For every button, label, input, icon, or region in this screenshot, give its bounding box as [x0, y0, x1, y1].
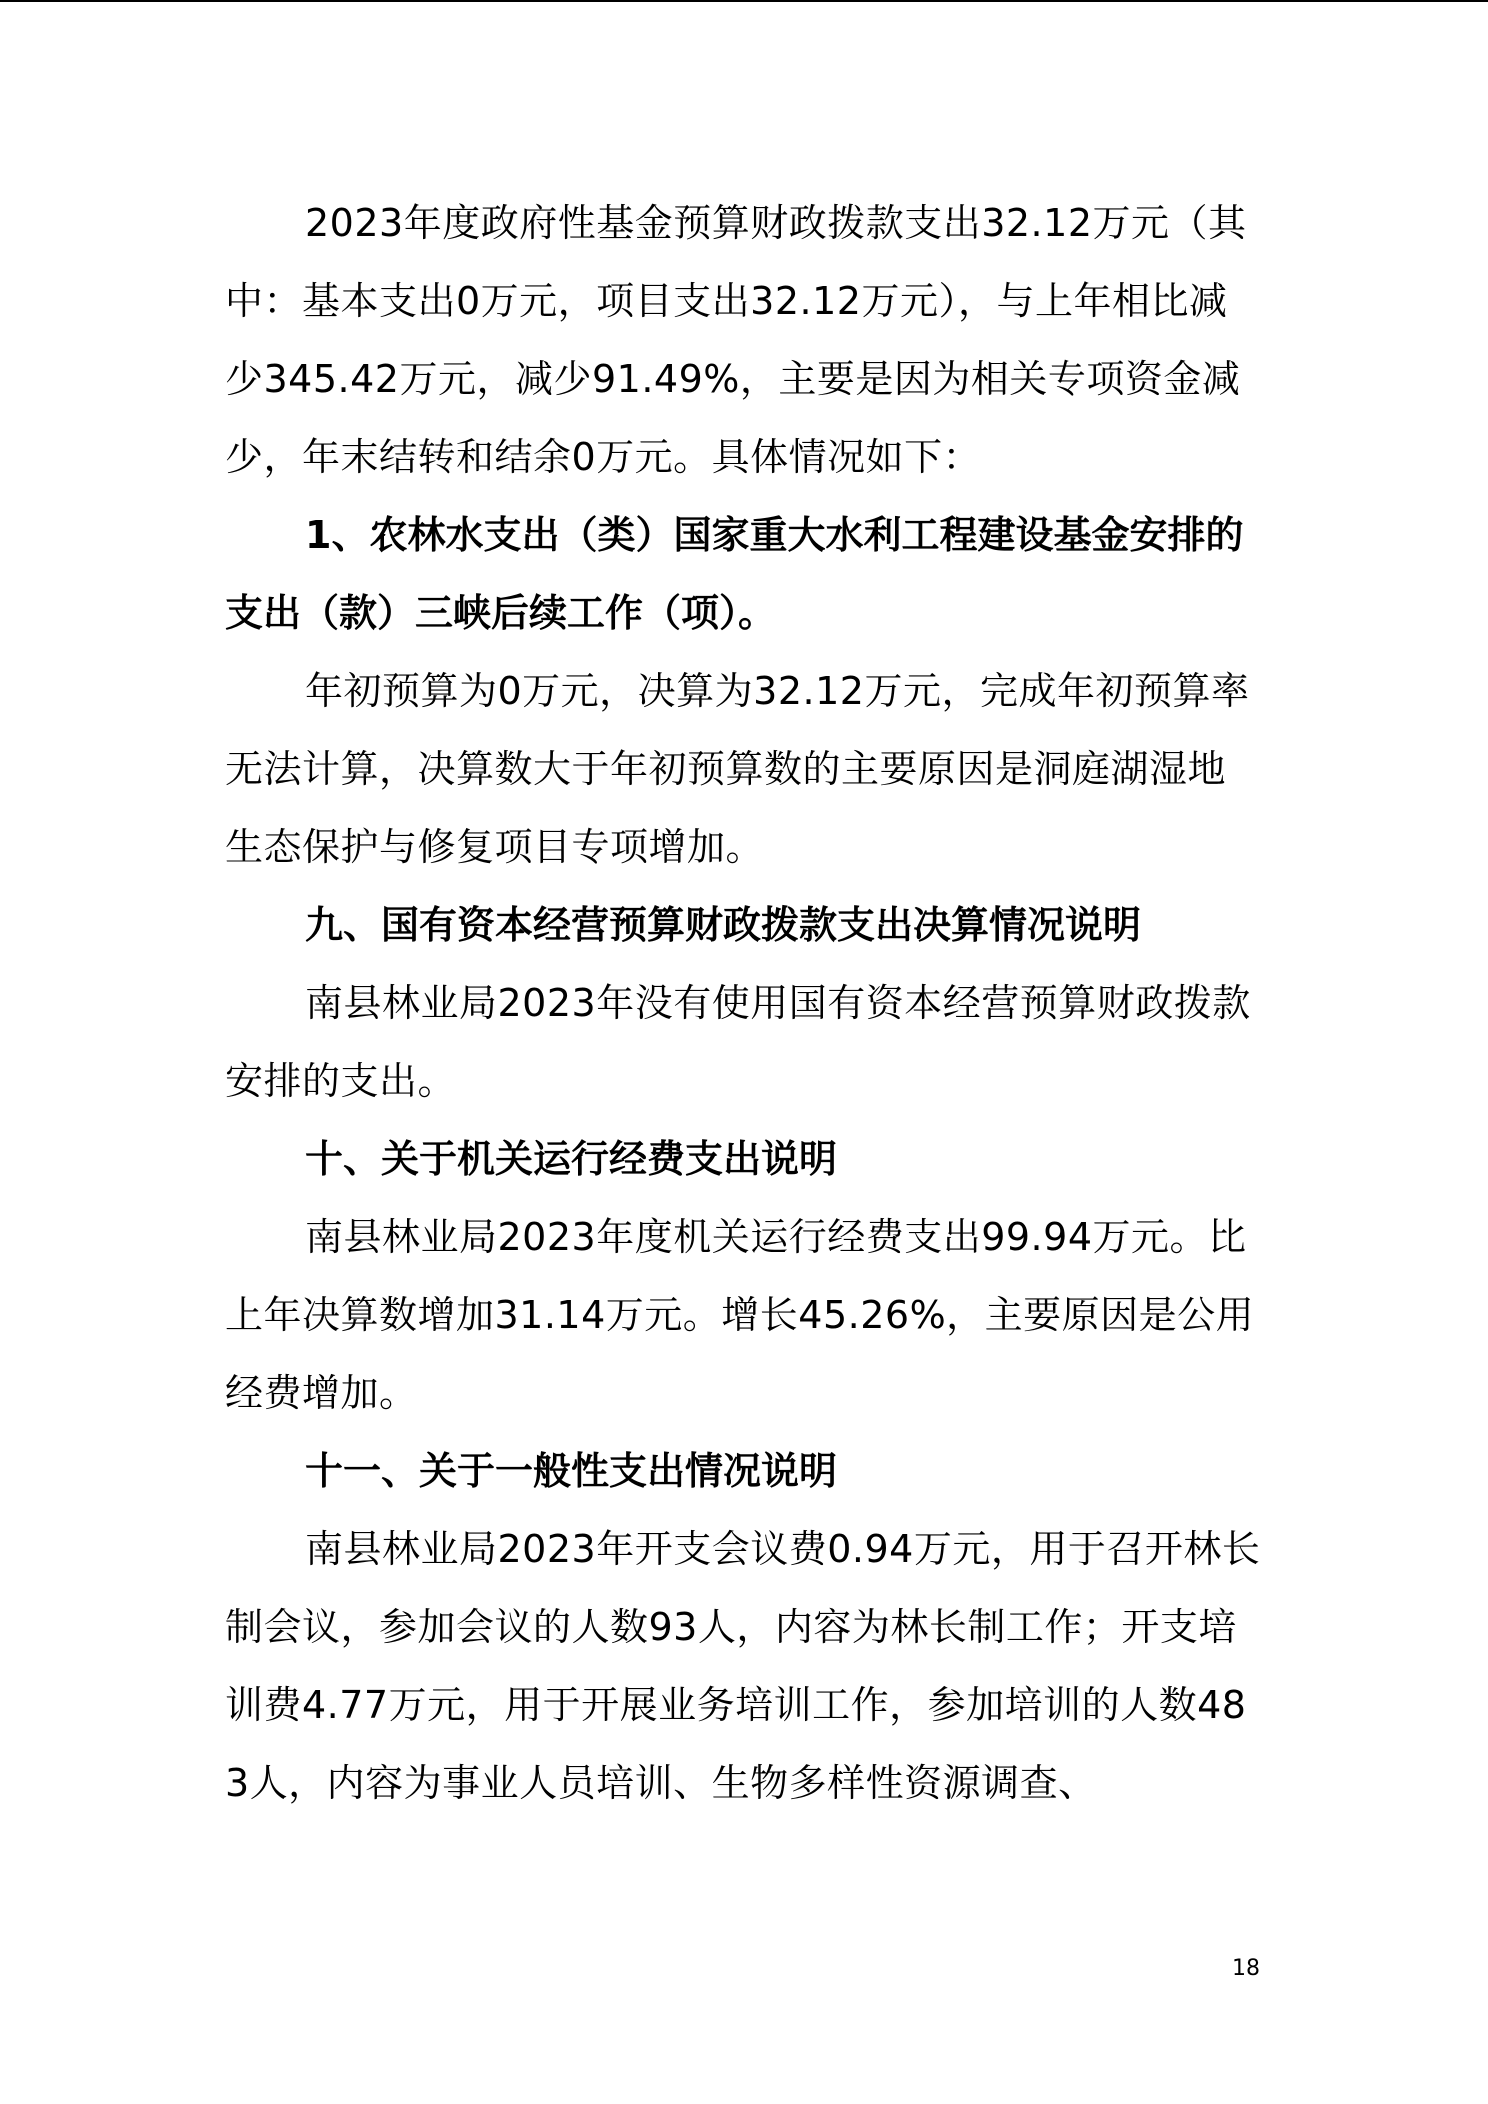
- paragraph-operating-expenses: 南县林业局2023年度机关运行经费支出99.94万元。比上年决算数增加31.14万元。增长45.26%，主要原因是公用经费增加。: [225, 1215, 1255, 1415]
- heading-section-nine: 九、国有资本经营预算财政拨款支出决算情况说明: [305, 903, 1142, 947]
- heading-agriculture-forestry-water: 1、农林水支出（类）国家重大水利工程建设基金安排的支出（款）三峡后续工作（项）。: [225, 513, 1244, 635]
- paragraph-budget-final-accounts: 年初预算为0万元，决算为32.12万元，完成年初预算率无法计算，决算数大于年初预算数的主要原因是洞庭湖湿地生态保护与修复项目专项增加。: [225, 669, 1250, 869]
- heading-section-eleven: 十一、关于一般性支出情况说明: [305, 1449, 838, 1493]
- page-number: 18: [1232, 1956, 1260, 1981]
- paragraph-government-fund-expenditure: 2023年度政府性基金预算财政拨款支出32.12万元（其中：基本支出0万元，项目支出32.12万元），与上年相比减少345.42万元，减少91.49%，主要是因为相关专项资金减少，年末结转和结余0万元。具体情况如下：: [225, 201, 1247, 479]
- paragraph-state-capital-budget: 南县林业局2023年没有使用国有资本经营预算财政拨款安排的支出。: [225, 981, 1251, 1103]
- heading-section-ten: 十、关于机关运行经费支出说明: [305, 1137, 838, 1181]
- top-border-line: [0, 0, 1488, 2]
- paragraph-general-expenditure: 南县林业局2023年开支会议费0.94万元，用于召开林长制会议，参加会议的人数93人，内容为林长制工作；开支培训费4.77万元，用于开展业务培训工作，参加培训的人数483人，内容为事业人员培训、生物多样性资源调查、: [225, 1527, 1261, 1805]
- document-body: [225, 184, 1263, 1822]
